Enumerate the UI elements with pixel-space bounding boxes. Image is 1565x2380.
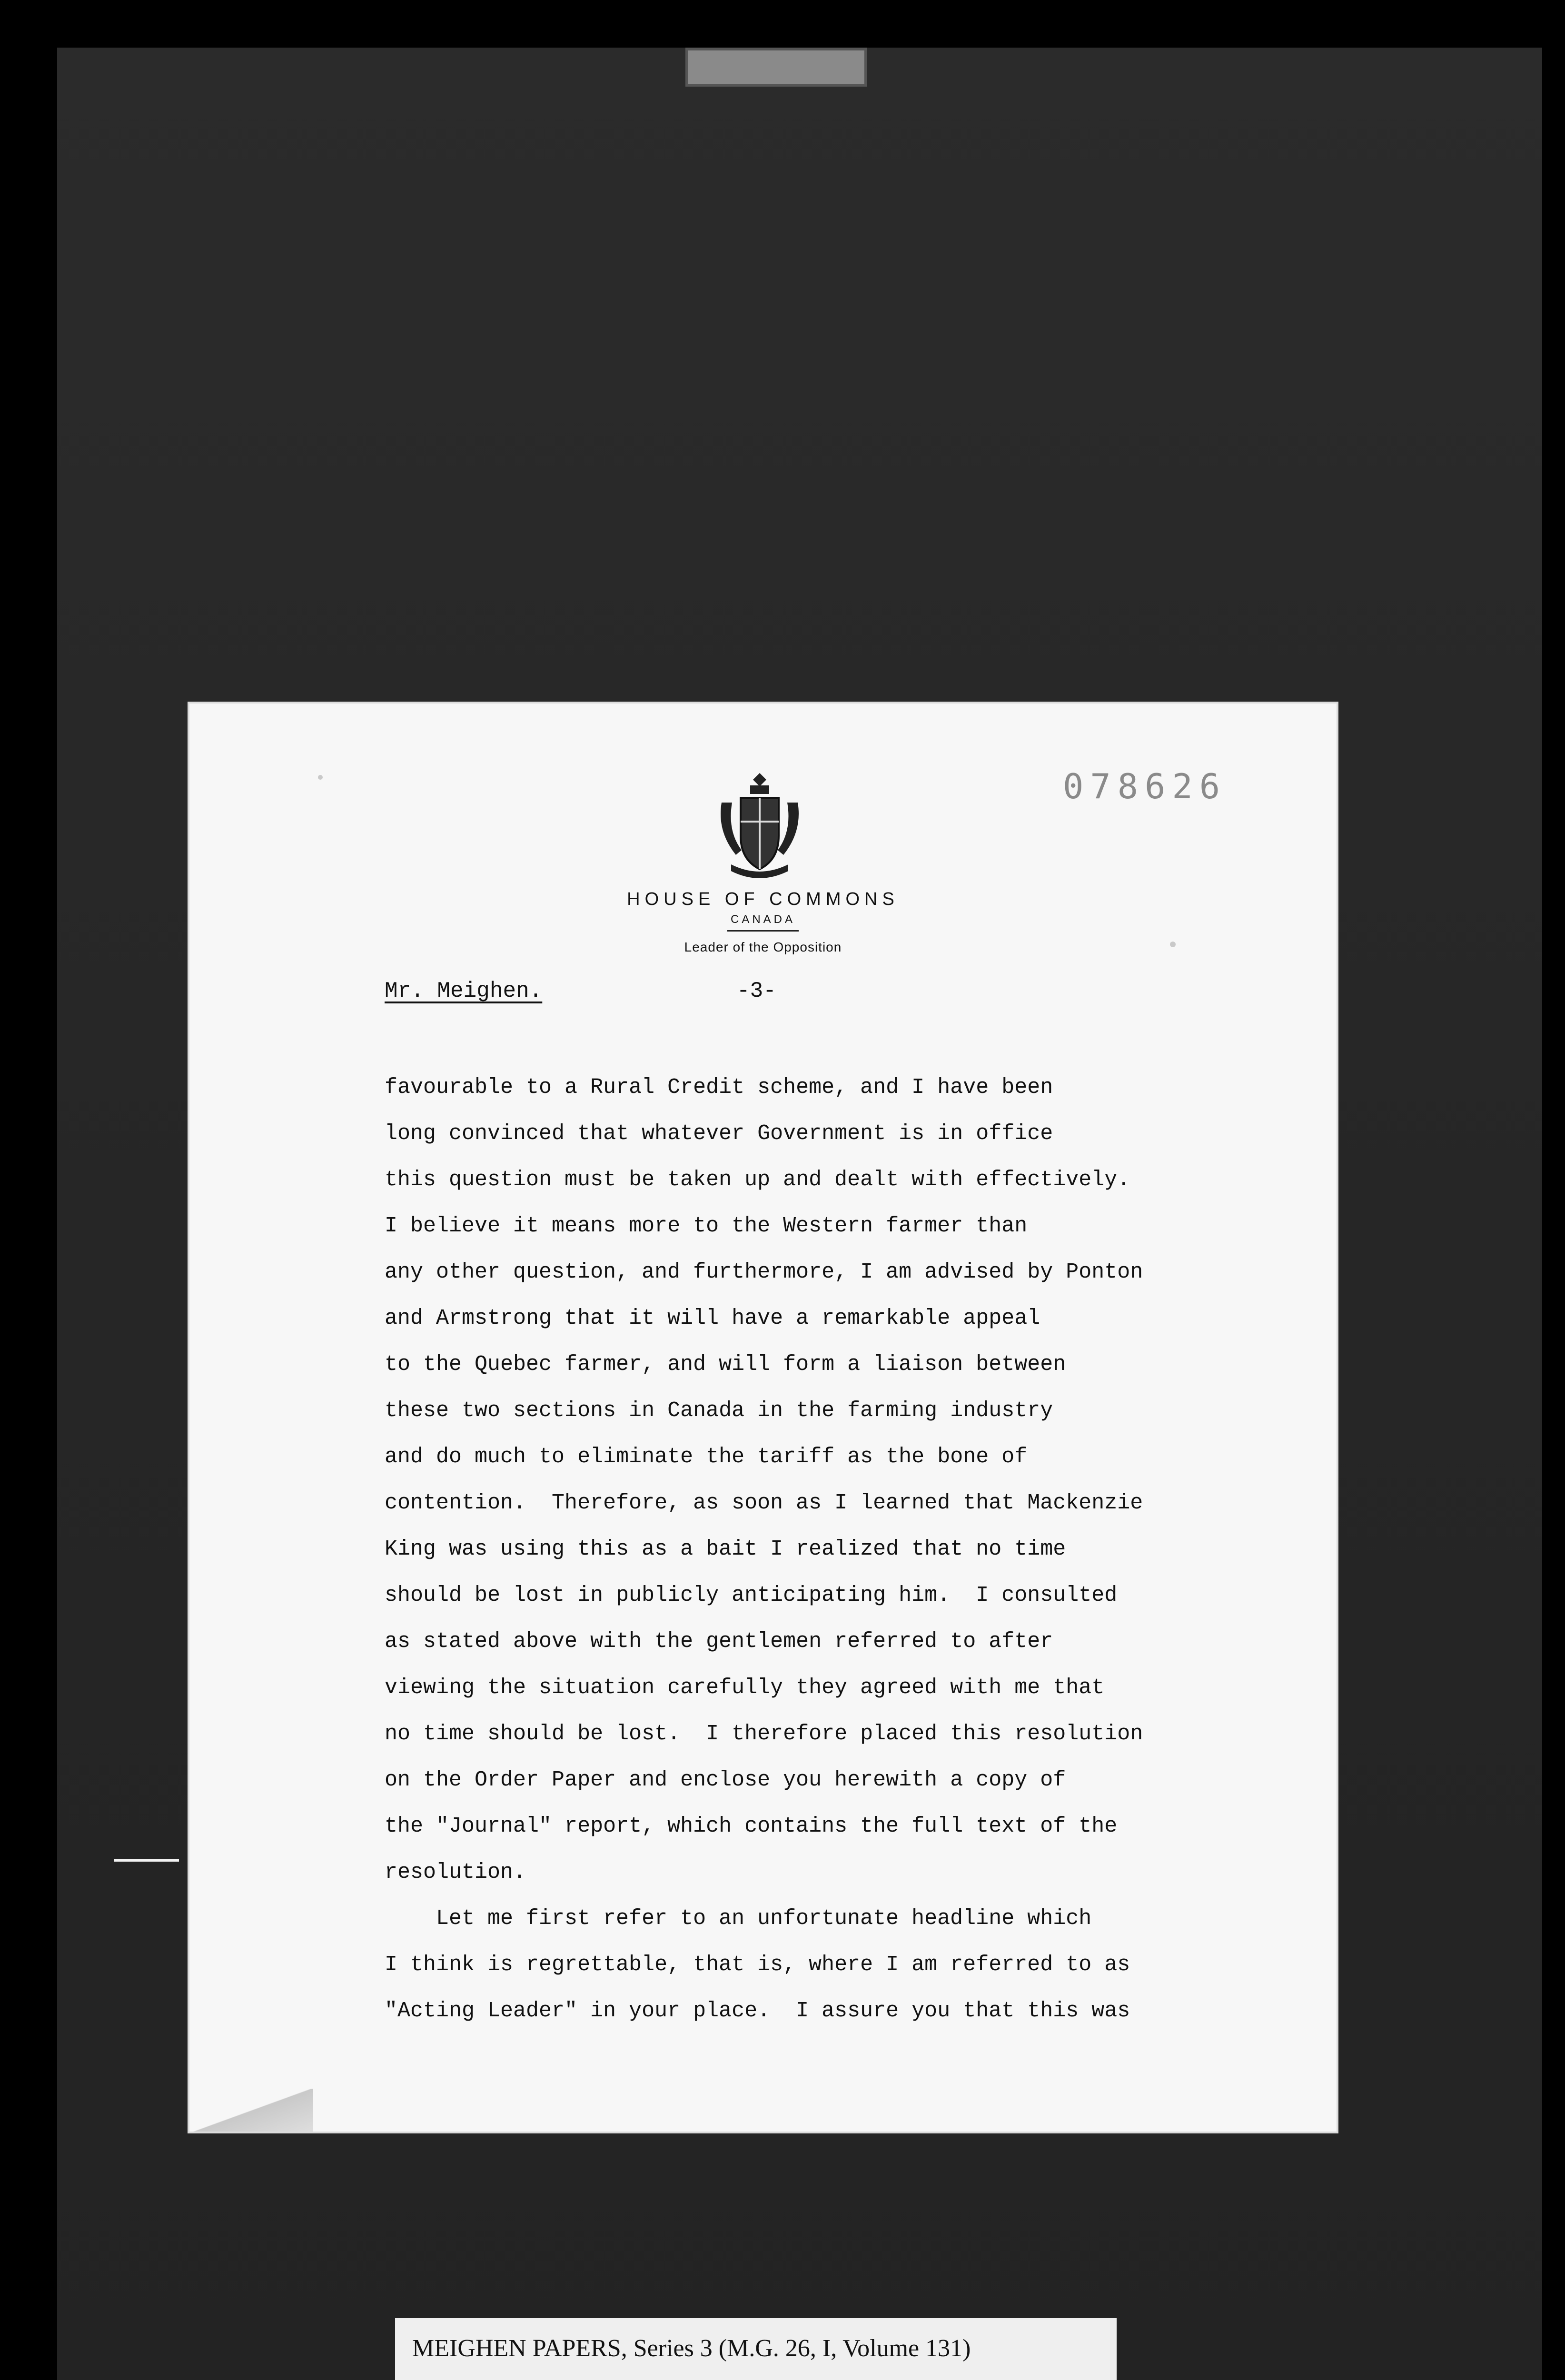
letter-body	[385, 1064, 1317, 2034]
body-line: viewing the situation carefully they agreed with me that	[385, 1676, 1105, 1700]
body-line: should be lost in publicly anticipating him. I consulted	[385, 1583, 1118, 1607]
body-line: King was using this as a bait I realized that no time	[385, 1537, 1066, 1561]
body-line: resolution.	[385, 1860, 526, 1884]
archive-number: 078626	[1063, 766, 1227, 806]
body-line: no time should be lost. I therefore placed this resolution	[385, 1722, 1143, 1746]
body-line: the "Journal" report, which contains the full text of the	[385, 1814, 1118, 1838]
body-line: this question must be taken up and dealt with effectively.	[385, 1168, 1130, 1192]
coat-of-arms-icon	[712, 769, 807, 879]
letterhead-office: Leader of the Opposition	[684, 940, 842, 954]
body-line: and do much to eliminate the tariff as the bone of	[385, 1445, 1028, 1469]
body-line: and Armstrong that it will have a remarkable appeal	[385, 1306, 1040, 1330]
body-line: as stated above with the gentlemen referred to after	[385, 1629, 1053, 1654]
body-line: I believe it means more to the Western farmer than	[385, 1214, 1028, 1238]
body-line: contention. Therefore, as soon as I learned that Mackenzie	[385, 1491, 1143, 1515]
body-line: long convinced that whatever Government is in office	[385, 1121, 1053, 1146]
body-line: I think is regrettable, that is, where I am referred to as	[385, 1953, 1130, 1977]
body-line: on the Order Paper and enclose you herewith a copy of	[385, 1768, 1066, 1792]
body-line: these two sections in Canada in the farming industry	[385, 1398, 1053, 1423]
page-number: -3-	[737, 979, 776, 1003]
mount-clip	[685, 48, 867, 87]
body-line: "Acting Leader" in your place. I assure you that this was	[385, 1999, 1130, 2023]
paper-speck	[1170, 942, 1176, 947]
paper-speck	[318, 775, 323, 780]
reference-tag-text: MEIGHEN PAPERS, Series 3 (M.G. 26, I, Volume 131)	[412, 2335, 971, 2362]
body-line: any other question, and furthermore, I am advised by Ponton	[385, 1260, 1143, 1284]
margin-mark	[114, 1859, 179, 1862]
letterhead-title: HOUSE OF COMMONS	[627, 889, 899, 909]
reference-tag	[395, 2318, 1117, 2380]
letterhead-rule	[727, 930, 799, 932]
paper-corner-fold	[189, 2089, 313, 2132]
body-line: to the Quebec farmer, and will form a liaison between	[385, 1352, 1066, 1377]
body-line: Let me first refer to an unfortunate headline which	[436, 1906, 1092, 1931]
letterhead-country: CANADA	[730, 913, 796, 926]
body-line: favourable to a Rural Credit scheme, and I have been	[385, 1075, 1053, 1100]
letter-page	[189, 704, 1337, 2132]
addressee: Mr. Meighen.	[385, 979, 543, 1003]
